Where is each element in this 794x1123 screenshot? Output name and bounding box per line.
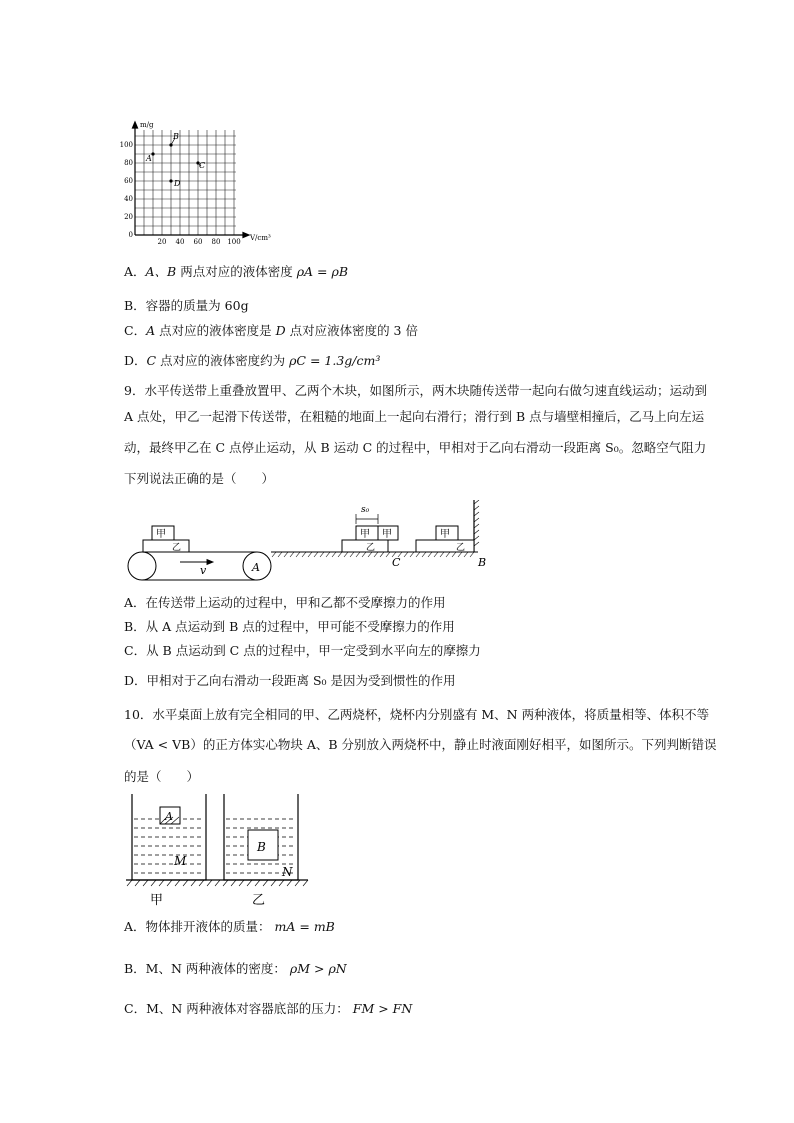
liquid-m xyxy=(134,819,204,873)
point-d-label: D xyxy=(174,179,181,188)
x-tick-80: 80 xyxy=(211,238,221,246)
block-b-label: B xyxy=(257,840,266,854)
y-ticks xyxy=(120,141,133,239)
q8-d-point-c: C xyxy=(146,353,157,368)
conveyor-figure xyxy=(120,500,500,586)
q8-d-formula: ρC = 1.3g/cm³ xyxy=(289,353,381,368)
x-ticks xyxy=(158,238,241,246)
x-tick-60: 60 xyxy=(193,238,203,246)
q8-option-b: B．容器的质量为 60g xyxy=(124,298,249,313)
yi-on-belt: 乙 xyxy=(172,543,182,553)
graph-axes xyxy=(133,122,250,238)
jia-at-c-label: 甲 xyxy=(382,529,392,540)
beakers-figure xyxy=(124,792,320,910)
q9-stem-line-4: 下列说法正确的是（ ） xyxy=(124,471,275,486)
y-tick-40: 40 xyxy=(124,195,133,203)
jia-on-belt: 甲 xyxy=(156,529,166,540)
point-a-label: A xyxy=(146,154,152,163)
q9-option-d: D．甲相对于乙向右滑动一段距离 S₀ 是因为受到惯性的作用 xyxy=(124,673,456,688)
q9-option-b: B．从 A 点运动到 B 点的过程中，甲可能不受摩擦力的作用 xyxy=(124,619,455,634)
q9-stem-line-1: 9．水平传送带上重叠放置甲、乙两个木块，如图所示，两木块随传送带一起向右做匀速直线运动；运动到 xyxy=(124,383,707,398)
q10-c-text: C．M、N 两种液体对容器底部的压力： xyxy=(124,1001,349,1016)
mass-volume-graph xyxy=(118,118,288,250)
q10-option-c xyxy=(124,1000,412,1018)
q8-c-point-a: A xyxy=(146,323,156,338)
velocity-arrow xyxy=(180,560,213,565)
q9-stem-line-2: A 点处，甲乙一起滑下传送带，在粗糙的地面上一起向右滑行；滑行到 B 点与墙壁相撞后，乙马上向左运 xyxy=(124,409,705,424)
q10-option-a xyxy=(124,918,335,936)
q10-c-formula: FM > FN xyxy=(352,1001,413,1016)
q10-a-text: A．物体排开液体的质量： xyxy=(124,919,271,934)
q8-d-text: 点对应的液体密度约为 xyxy=(156,353,290,368)
point-c-label: C xyxy=(199,161,206,170)
yi-at-b-label: 乙 xyxy=(456,543,466,553)
beaker-jia-label: 甲 xyxy=(150,893,164,908)
block-a-label: A xyxy=(165,810,173,823)
q8-option-d xyxy=(124,352,380,370)
q10-option-b xyxy=(124,960,347,978)
beaker-yi-label: 乙 xyxy=(252,893,266,908)
point-c-label: C xyxy=(392,556,401,569)
s0-marker xyxy=(356,514,378,524)
y-tick-20: 20 xyxy=(124,213,133,221)
q10-b-formula: ρM > ρN xyxy=(289,961,347,976)
liquid-n-label: N xyxy=(282,865,293,879)
q9-option-a: A．在传送带上运动的过程中，甲和乙都不受摩擦力的作用 xyxy=(124,595,446,610)
y-tick-0: 0 xyxy=(128,231,133,239)
x-tick-20: 20 xyxy=(157,238,167,246)
y-tick-100: 100 xyxy=(119,141,133,149)
y-axis-label: m/g xyxy=(140,121,154,129)
q9-stem-line-3: 动，最终甲乙在 C 点停止运动，从 B 运动 C 的过程中，甲相对于乙向右滑动一段距离 S₀。忽略空气阻力 xyxy=(124,440,707,455)
jia-at-b-label: 甲 xyxy=(440,529,450,540)
q8-c-text-1: 点对应的液体密度是 xyxy=(155,323,276,338)
q8-c-text-2: 点对应液体密度的 3 倍 xyxy=(285,323,418,338)
q8-a-text: 两点对应的液体密度 xyxy=(176,264,297,279)
graph-grid xyxy=(135,130,236,235)
q10-stem-line-1: 10．水平桌面上放有完全相同的甲、乙两烧杯，烧杯内分别盛有 M、N 两种液体，将质量相等、体积不等 xyxy=(124,707,710,722)
blocks-on-belt xyxy=(143,526,189,552)
point-leaders xyxy=(171,138,201,166)
y-tick-80: 80 xyxy=(124,159,133,167)
q8-a-points: A、B xyxy=(145,264,177,279)
q8-d-prefix: D． xyxy=(124,353,147,368)
jia-slid-label: 甲 xyxy=(360,529,370,540)
q9-option-c: C．从 B 点运动到 C 点的过程中，甲一定受到水平向左的摩擦力 xyxy=(124,643,481,658)
velocity-label: v xyxy=(200,564,207,577)
x-tick-100: 100 xyxy=(227,238,241,246)
point-d xyxy=(169,179,172,182)
point-a xyxy=(151,152,154,155)
q8-a-formula: ρA = ρB xyxy=(296,264,349,279)
x-axis-label: V/cm³ xyxy=(250,234,271,242)
point-a-label: A xyxy=(252,561,260,574)
q10-b-text: B．M、N 两种液体的密度： xyxy=(124,961,286,976)
point-b-label: B xyxy=(478,556,487,569)
table-hatch xyxy=(127,880,308,886)
q8-option-a xyxy=(124,263,348,281)
q8-a-prefix: A． xyxy=(124,264,146,279)
q8-c-point-d: D xyxy=(275,323,286,338)
point-b-label: B xyxy=(173,132,179,141)
liquid-m-label: M xyxy=(174,854,187,868)
yi-at-c-label: 乙 xyxy=(366,543,376,553)
q10-a-formula: mA = mB xyxy=(274,919,335,934)
q10-stem-line-3: 的是（ ） xyxy=(124,769,200,784)
wall-hatch xyxy=(474,500,479,546)
q8-c-prefix: C． xyxy=(124,323,147,338)
q8-option-c xyxy=(124,322,418,340)
s0-label: s₀ xyxy=(361,505,370,515)
q10-stem-line-2: （VA < VB）的正方体实心物块 A、B 分别放入两烧杯中，静止时液面刚好相平，如图所示。下列判断错误 xyxy=(124,737,717,752)
x-tick-40: 40 xyxy=(175,238,185,246)
y-tick-60: 60 xyxy=(124,177,133,185)
